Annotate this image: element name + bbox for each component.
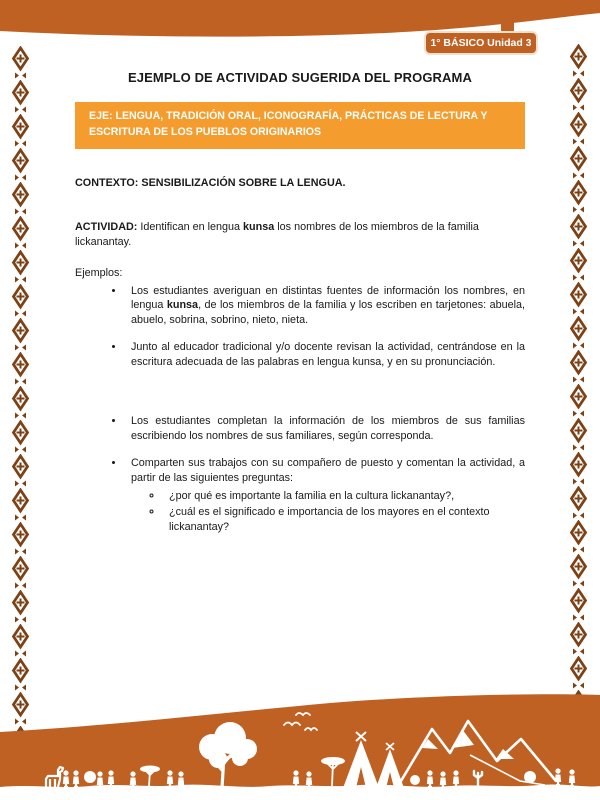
bullet-list [75, 284, 525, 536]
footer-landscape [0, 685, 600, 800]
actividad-text-pre: Identifican en lengua [137, 221, 244, 234]
eje-banner: EJE: LENGUA, TRADICIÓN ORAL, ICONOGRAFÍA, PRÁCTICAS DE LECTURA Y ESCRITURA DE LOS PUEBLOS ORIGINARIOS [75, 102, 525, 149]
bullet-item-2 [125, 340, 525, 369]
ground-silhouette [0, 785, 600, 800]
bullet-1-text-post: , de los miembros de la familia y los escriben en tarjetones: abuela, abuelo, sobrina, sobrino, nieto, nieta. [131, 299, 525, 326]
actividad-line [75, 220, 525, 249]
actividad-keyword: kunsa [243, 221, 275, 234]
bullet-1-text-pre: Los estudiantes averiguan en distintas fuentes de información los nombres, en lengua [131, 284, 525, 312]
sub-question-list [131, 489, 525, 535]
bullet-3-text: Los estudiantes completan la información de los miembros de sus familias escribiendo los nombres de sus familiares, según corresponda. [131, 415, 525, 442]
sub-question-item-2: ◦ ¿cuál es el significado e importancia de los mayores en el contexto lickanantay? [163, 505, 525, 535]
actividad-text-post: los nombres de los miembros de la familia lickanantay. [75, 221, 479, 248]
page-title: EJEMPLO DE ACTIVIDAD SUGERIDA DEL PROGRAMA [128, 70, 472, 85]
actividad-label: ACTIVIDAD: [75, 221, 138, 234]
sub-question-item-1: ◦ ¿por qué es importante la familia en la cultura lickanantay?, [163, 489, 525, 504]
unit-badge [424, 31, 538, 55]
left-border-pattern [11, 46, 30, 795]
unit-badge-label: 1° BÁSICO Unidad 3 [430, 37, 532, 49]
right-border-pattern [569, 44, 588, 795]
bullet-1-keyword: kunsa [166, 299, 199, 312]
bullet-item-4 [125, 456, 525, 535]
bullet-4-text: Comparten sus trabajos con su compañero de puesto y comentan la actividad, a partir de las siguientes preguntas: [131, 457, 525, 484]
bullet-item-3 [125, 414, 525, 443]
bullet-2-text: Junto al educador tradicional y/o docente revisan la actividad, centrándose en la escritura adecuada de las palabras en lengua kunsa, y en su pronunciación. [131, 341, 525, 368]
contexto-line: CONTEXTO: SENSIBILIZACIÓN SOBRE LA LENGUA. [75, 176, 346, 189]
document-content [75, 70, 525, 548]
ejemplos-label: Ejemplos: [75, 267, 123, 280]
bullet-item-1 [125, 284, 525, 328]
